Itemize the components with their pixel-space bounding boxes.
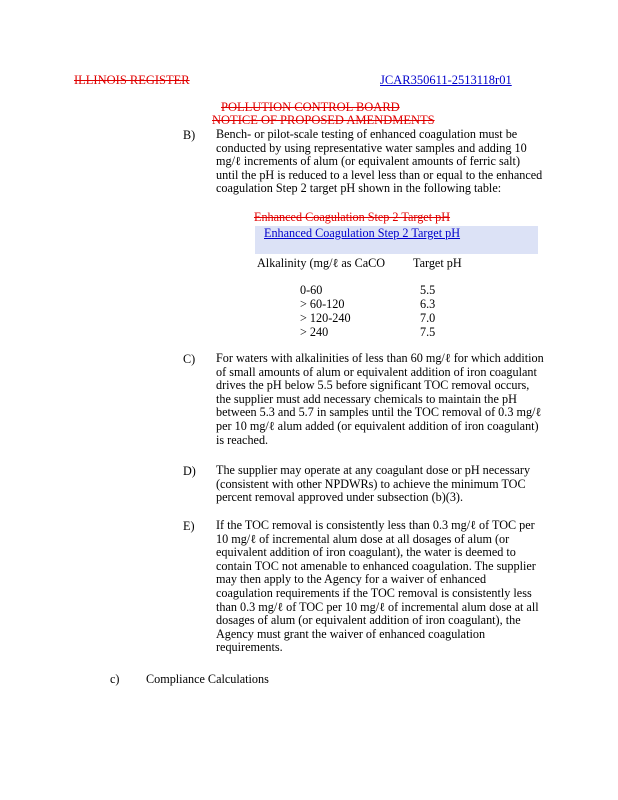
table-cell-alkalinity: > 240 — [300, 325, 329, 339]
item-b-line: conducted by using representative water samples and adding 10 — [216, 140, 527, 155]
table-title-inserted: Enhanced Coagulation Step 2 Target pH — [264, 226, 461, 240]
subsection-c-label: c) — [110, 672, 120, 686]
item-d-paragraph — [216, 464, 586, 505]
item-e-label: E) — [183, 519, 195, 533]
item-b-paragraph — [216, 128, 586, 196]
board-title: POLLUTION CONTROL BOARD — [221, 100, 400, 114]
table-cell-alkalinity: > 60-120 — [300, 297, 345, 311]
table-cell-ph: 7.5 — [420, 325, 436, 339]
item-c-line: For waters with alkalinities of less than 60 mg/ℓ for which addition — [216, 351, 544, 365]
item-c-label: C) — [183, 352, 196, 366]
item-d-line: (consistent with other NPDWRs) to achieve the minimum TOC — [216, 476, 526, 491]
table-cell-ph: 6.3 — [420, 297, 436, 311]
item-c-line: of small amounts of alum or equivalent addition of iron coagulant — [216, 364, 537, 379]
item-e-line: 10 mg/ℓ of incremental alum dose at all dosages of alum (or — [216, 531, 510, 546]
table-header-target-ph: Target pH — [413, 256, 462, 270]
item-e-line: requirements. — [216, 640, 283, 655]
jcar-reference: JCAR350611-2513118r01 — [380, 73, 512, 87]
table-cell-ph: 7.0 — [420, 311, 436, 325]
item-b-label: B) — [183, 128, 196, 142]
item-c-line: between 5.3 and 5.7 in samples until the TOC removal of 0.3 mg/ℓ — [216, 405, 542, 420]
item-d-line: The supplier may operate at any coagulant dose or pH necessary — [216, 463, 531, 477]
item-c-line: per 10 mg/ℓ alum added (or equivalent addition of iron coagulant) — [216, 418, 539, 433]
table-cell-alkalinity: > 120-240 — [300, 311, 351, 325]
register-title: ILLINOIS REGISTER — [74, 73, 190, 87]
item-e-line: contain TOC not amenable to enhanced coagulation. The supplier — [216, 558, 536, 573]
subsection-c-heading: Compliance Calculations — [146, 672, 269, 686]
item-b-line: mg/ℓ increments of alum (or equivalent amounts of ferric salt) — [216, 154, 520, 169]
item-c-line: is reached. — [216, 432, 269, 447]
item-e-line: coagulation requirements if the TOC removal is consistently less — [216, 585, 532, 600]
table-cell-ph: 5.5 — [420, 283, 436, 297]
item-d-label: D) — [183, 464, 196, 478]
item-b-line: until the pH is reduced to a level less than or equal to the enhanced — [216, 167, 543, 182]
item-c-line: drives the pH below 5.5 before significant TOC removal occurs, — [216, 378, 530, 393]
item-c-line: the supplier must add necessary chemicals to maintain the pH — [216, 391, 517, 406]
notice-title: NOTICE OF PROPOSED AMENDMENTS — [212, 113, 435, 127]
item-e-line: equivalent addition of iron coagulant), the water is deemed to — [216, 545, 516, 560]
item-e-line: than 0.3 mg/ℓ of TOC per 10 mg/ℓ of incremental alum dose at all — [216, 599, 539, 614]
item-b-line: Bench- or pilot-scale testing of enhanced coagulation must be — [216, 127, 518, 141]
item-e-line: If the TOC removal is consistently less than 0.3 mg/ℓ of TOC per — [216, 518, 535, 532]
table-cell-alkalinity: 0-60 — [300, 283, 323, 297]
item-e-line: Agency must grant the waiver of enhanced coagulation — [216, 626, 486, 641]
item-c-paragraph — [216, 352, 586, 447]
table-header-alkalinity: Alkalinity (mg/ℓ as CaCO — [257, 256, 386, 270]
item-e-line: may then apply to the Agency for a waiver of enhanced — [216, 572, 487, 587]
item-b-line: coagulation Step 2 target pH shown in the following table: — [216, 181, 502, 196]
item-d-line: percent removal approved under subsection (b)(3). — [216, 490, 464, 505]
item-e-paragraph — [216, 519, 586, 655]
item-e-line: dosages of alum (or equivalent addition of iron coagulant), the — [216, 613, 521, 628]
table-title-deleted: Enhanced Coagulation Step 2 Target pH — [254, 210, 451, 224]
